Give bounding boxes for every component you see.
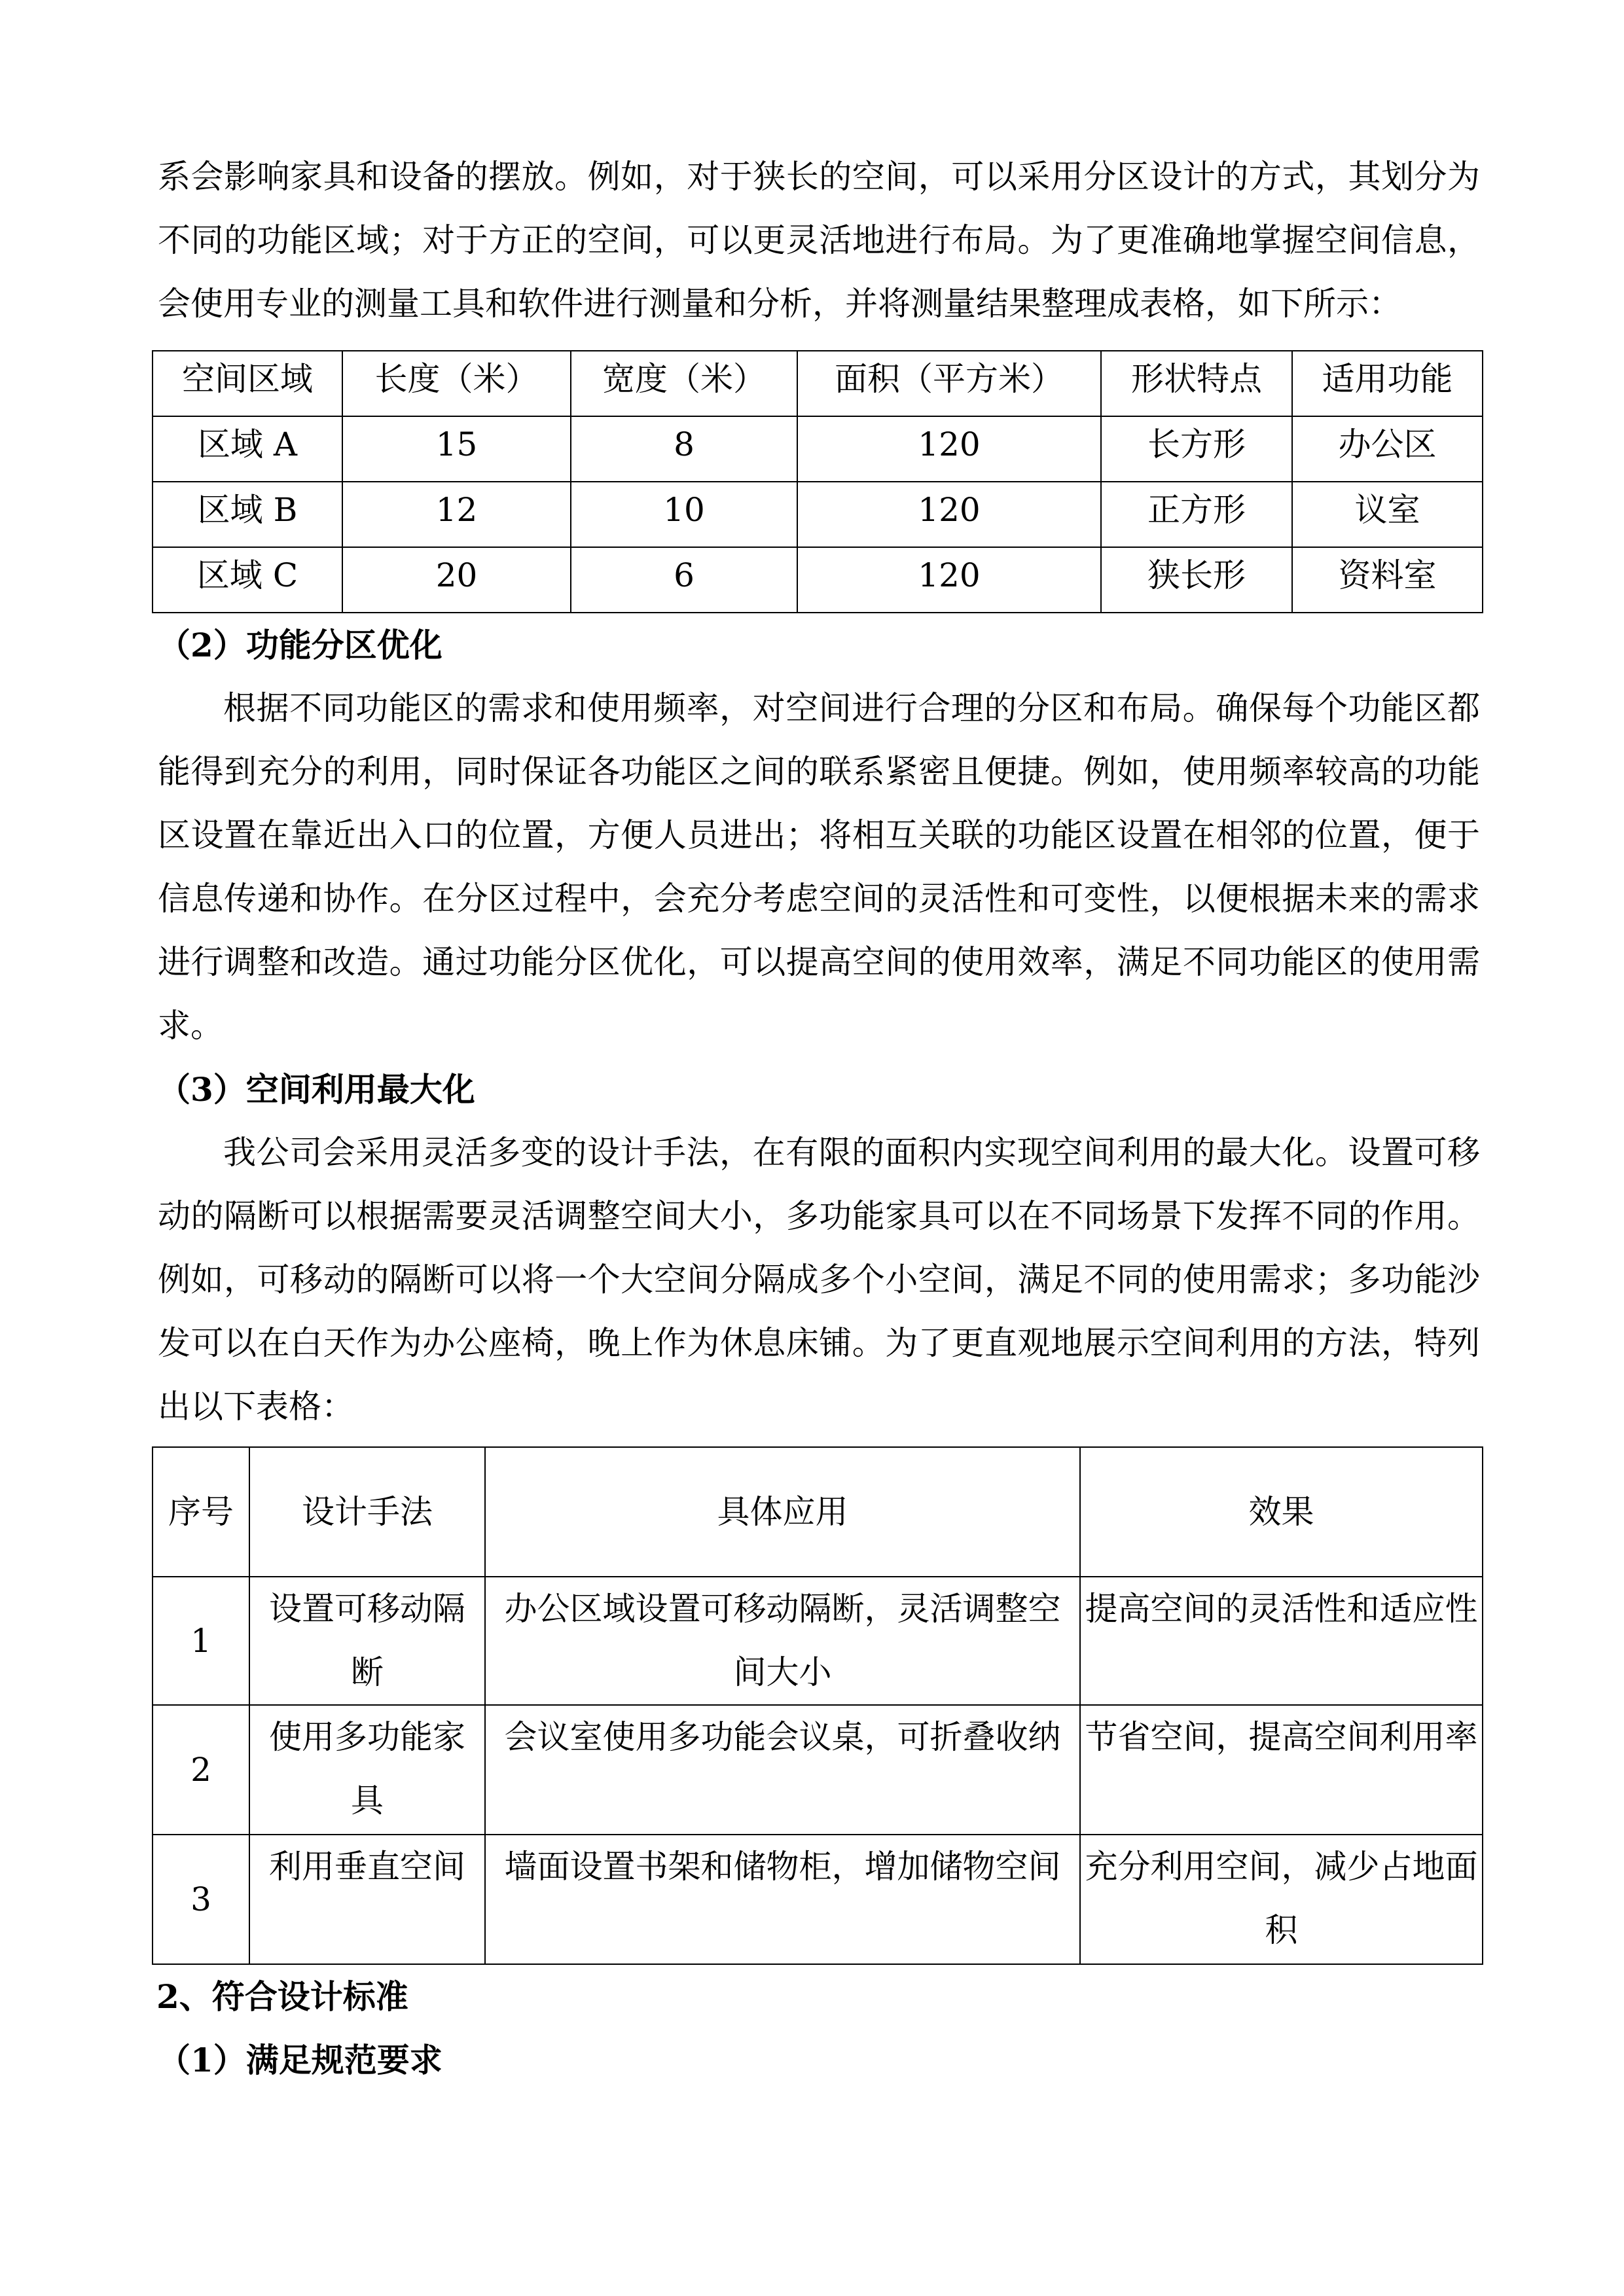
table-cell: 120 xyxy=(797,547,1101,613)
section-heading-norms: （1）满足规范要求 xyxy=(158,2041,442,2079)
table-cell: 20 xyxy=(342,547,571,613)
table-cell: 120 xyxy=(797,482,1101,547)
table-header-row xyxy=(153,1447,1483,1577)
table-row xyxy=(153,1577,1483,1705)
section-heading-standards: 2、符合设计标准 xyxy=(156,1977,408,2016)
table-row xyxy=(153,547,1483,613)
table-cell: 设置可移动隔断 xyxy=(249,1577,485,1705)
section-heading-zoning: （2）功能分区优化 xyxy=(158,626,442,664)
design-method-table xyxy=(152,1446,1483,1965)
section-heading-space-usage: （3）空间利用最大化 xyxy=(158,1070,475,1109)
header-cell: 序号 xyxy=(153,1447,249,1577)
header-cell: 效果 xyxy=(1080,1447,1483,1577)
table-cell: 办公区 xyxy=(1292,416,1483,482)
header-cell: 空间区域 xyxy=(153,351,342,416)
table-row xyxy=(153,416,1483,482)
header-cell: 具体应用 xyxy=(485,1447,1080,1577)
intro-paragraph: 系会影响家具和设备的摆放。例如，对于狭长的空间，可以采用分区设计的方式，其划分为不同的功能区域；对于方正的空间，可以更灵活地进行布局。为了更准确地掌握空间信息，会使用专业的测量工具和软件进行测量和分析，并将测量结果整理成表格，如下所示： xyxy=(158,158,1480,323)
header-cell: 长度（米） xyxy=(342,351,571,416)
header-cell: 设计手法 xyxy=(249,1447,485,1577)
table-cell: 会议室使用多功能会议桌，可折叠收纳 xyxy=(485,1705,1080,1835)
table-cell: 充分利用空间，减少占地面积 xyxy=(1080,1835,1483,1964)
table-cell: 3 xyxy=(153,1835,249,1964)
table-cell: 节省空间，提高空间利用率 xyxy=(1080,1705,1483,1835)
table-cell: 办公区域设置可移动隔断，灵活调整空间大小 xyxy=(485,1577,1080,1705)
table-cell: 120 xyxy=(797,416,1101,482)
zoning-paragraph: 根据不同功能区的需求和使用频率，对空间进行合理的分区和布局。确保每个功能区都能得到充分的利用，同时保证各功能区之间的联系紧密且便捷。例如，使用频率较高的功能区设置在靠近出入口的位置，方便人员进出；将相互关联的功能区设置在相邻的位置，便于信息传递和协作。在分区过程中，会充分考虑空间的灵活性和可变性，以便根据未来的需求进行调整和改造。通过功能分区优化，可以提高空间的使用效率，满足不同功能区的使用需求。 xyxy=(158,689,1480,1045)
table-cell: 10 xyxy=(571,482,797,547)
header-cell: 面积（平方米） xyxy=(797,351,1101,416)
table-cell: 正方形 xyxy=(1101,482,1292,547)
table-cell: 利用垂直空间 xyxy=(249,1835,485,1964)
table-row xyxy=(153,1835,1483,1964)
table-cell: 区域 A xyxy=(153,416,342,482)
table-cell: 使用多功能家具 xyxy=(249,1705,485,1835)
space-usage-paragraph: 我公司会采用灵活多变的设计手法，在有限的面积内实现空间利用的最大化。设置可移动的隔断可以根据需要灵活调整空间大小，多功能家具可以在不同场景下发挥不同的作用。例如，可移动的隔断可以将一个大空间分隔成多个小空间，满足不同的使用需求；多功能沙发可以在白天作为办公座椅，晚上作为休息床铺。为了更直观地展示空间利用的方法，特列出以下表格： xyxy=(158,1134,1480,1426)
space-measurement-table xyxy=(152,350,1483,613)
table-cell: 8 xyxy=(571,416,797,482)
table-cell: 狭长形 xyxy=(1101,547,1292,613)
table-cell: 12 xyxy=(342,482,571,547)
table-cell: 区域 B xyxy=(153,482,342,547)
table-cell: 6 xyxy=(571,547,797,613)
table-cell: 墙面设置书架和储物柜，增加储物空间 xyxy=(485,1835,1080,1964)
table-cell: 1 xyxy=(153,1577,249,1705)
table-cell: 议室 xyxy=(1292,482,1483,547)
document-page xyxy=(158,145,1480,2092)
table-row xyxy=(153,1705,1483,1835)
header-cell: 宽度（米） xyxy=(571,351,797,416)
table-row xyxy=(153,482,1483,547)
header-cell: 形状特点 xyxy=(1101,351,1292,416)
table-cell: 区域 C xyxy=(153,547,342,613)
header-cell: 适用功能 xyxy=(1292,351,1483,416)
table-cell: 资料室 xyxy=(1292,547,1483,613)
table-header-row xyxy=(153,351,1483,416)
table-cell: 提高空间的灵活性和适应性 xyxy=(1080,1577,1483,1705)
table-cell: 15 xyxy=(342,416,571,482)
table-cell: 2 xyxy=(153,1705,249,1835)
table-cell: 长方形 xyxy=(1101,416,1292,482)
